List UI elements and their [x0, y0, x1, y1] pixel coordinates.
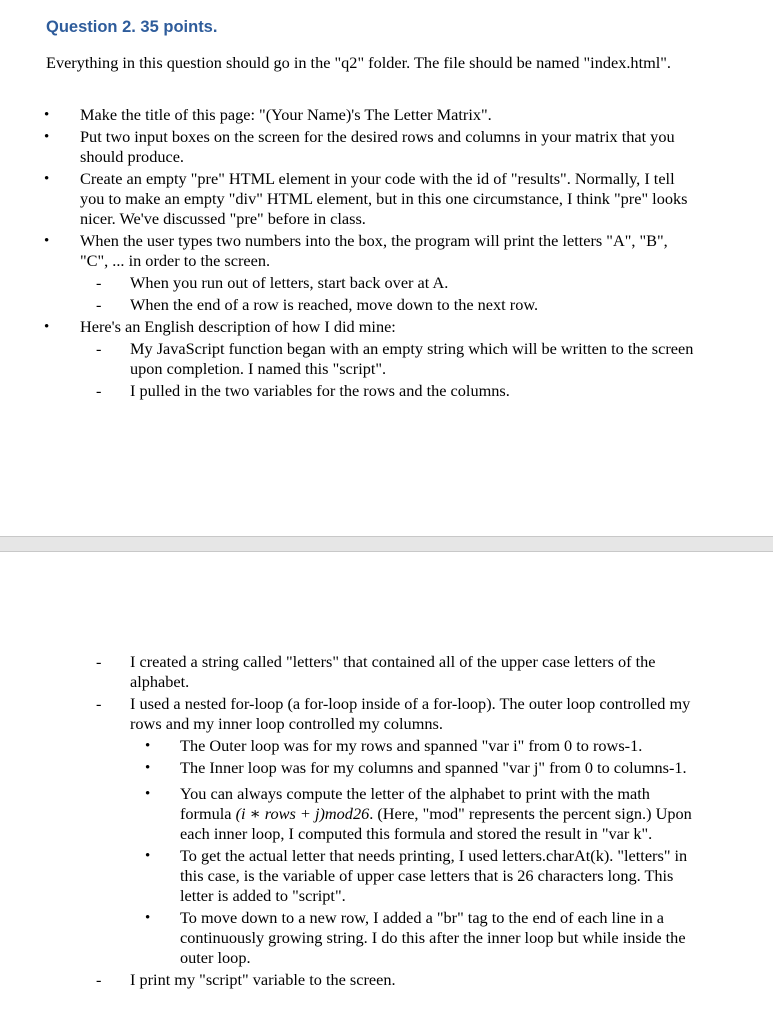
list-item-text: The Inner loop was for my columns and spanned "var j" from 0 to columns-1. — [180, 758, 687, 777]
list-item-text — [180, 784, 692, 843]
bullet-marker: • — [145, 848, 151, 864]
dash-marker: - — [96, 339, 102, 358]
list-item — [0, 652, 695, 692]
list-item — [0, 127, 690, 167]
list-item — [0, 846, 700, 906]
bullet-marker: • — [44, 171, 50, 187]
question-intro: Everything in this question should go in the "q2" folder. The file should be named "index.html". — [46, 53, 671, 72]
list-item — [0, 317, 690, 337]
list-item — [0, 758, 700, 778]
list-item-text: When you run out of letters, start back over at A. — [130, 273, 449, 292]
list-item — [0, 970, 695, 990]
list-item-text: When the end of a row is reached, move down to the next row. — [130, 295, 539, 314]
bullet-marker: • — [145, 786, 151, 802]
list-item-text: I print my "script" variable to the screen. — [130, 970, 396, 989]
formula-lead-text: You can always compute the letter of the alphabet to print with the math formula — [180, 784, 650, 823]
dash-marker: - — [96, 381, 102, 400]
list-item-text: Here's an English description of how I did mine: — [80, 317, 396, 336]
list-item — [0, 381, 695, 401]
list-item — [0, 908, 700, 968]
page-separator — [0, 536, 773, 552]
list-item-text: Make the title of this page: "(Your Name)'s The Letter Matrix". — [80, 105, 492, 124]
list-item-text: When the user types two numbers into the box, the program will print the letters "A", "B", "C", ... in order to the screen. — [80, 231, 668, 270]
list-item-text: I created a string called "letters" that contained all of the upper case letters of the alphabet. — [130, 652, 656, 691]
dash-marker: - — [96, 694, 102, 713]
bullet-marker: • — [44, 233, 50, 249]
list-item — [0, 169, 690, 229]
bullet-marker: • — [44, 319, 50, 335]
bullet-marker: • — [44, 107, 50, 123]
dash-marker: - — [96, 652, 102, 671]
list-item-text: To move down to a new row, I added a "br" tag to the end of each line in a continuously growing string. I do this after the inner loop but while inside the outer loop. — [180, 908, 686, 967]
bullet-marker: • — [145, 738, 151, 754]
dash-marker: - — [96, 295, 102, 314]
math-formula: (i ∗ rows + j)mod26 — [235, 804, 370, 823]
document-page-2 — [0, 552, 773, 1024]
list-item — [0, 295, 695, 315]
instruction-list-continued — [0, 652, 773, 992]
list-item-text: To get the actual letter that needs printing, I used letters.charAt(k). "letters" in this case, is the variable of upper case letters that is 26 characters long. This letter is added to "script". — [180, 846, 688, 905]
list-item-text: Put two input boxes on the screen for the desired rows and columns in your matrix that you should produce. — [80, 127, 675, 166]
list-item — [0, 736, 700, 756]
list-item — [0, 784, 700, 844]
bullet-marker: • — [44, 129, 50, 145]
dash-marker: - — [96, 970, 102, 989]
list-item — [0, 105, 690, 125]
list-item — [0, 273, 695, 293]
list-item — [0, 231, 690, 271]
bullet-marker: • — [145, 760, 151, 776]
instruction-list — [0, 105, 773, 403]
list-item-text: My JavaScript function began with an empty string which will be written to the screen upon completion. I named this "script". — [130, 339, 694, 378]
dash-marker: - — [96, 273, 102, 292]
question-heading: Question 2. 35 points. — [46, 18, 218, 36]
list-item — [0, 339, 695, 379]
bullet-marker: • — [145, 910, 151, 926]
list-item-text: Create an empty "pre" HTML element in your code with the id of "results". Normally, I tell you to make an empty "div" HTML element, but in this one circumstance, I think "pre" looks nicer. We've discussed "pre" before in class. — [80, 169, 688, 228]
list-item — [0, 694, 695, 734]
list-item-text: I used a nested for-loop (a for-loop inside of a for-loop). The outer loop controlled my rows and my inner loop controlled my columns. — [130, 694, 691, 733]
formula-trail-text: . (Here, "mod" represents the percent sign.) Upon each inner loop, I computed this formula and stored the result in "var k". — [180, 804, 692, 843]
list-item-text: The Outer loop was for my rows and spanned "var i" from 0 to rows-1. — [180, 736, 643, 755]
list-item-text: I pulled in the two variables for the rows and the columns. — [130, 381, 510, 400]
